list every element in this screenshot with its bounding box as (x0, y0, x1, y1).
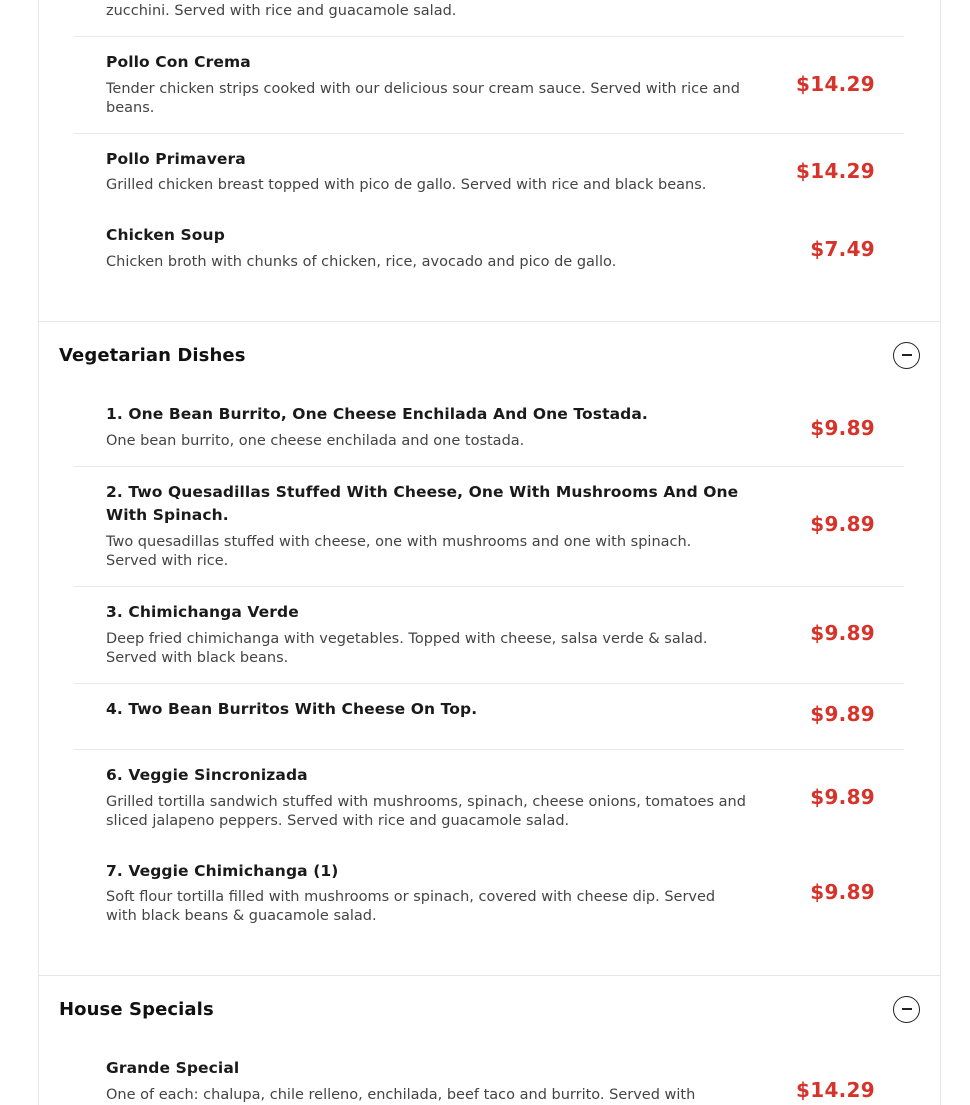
section-header[interactable] (59, 335, 920, 375)
item-name: 6. Veggie Sincronizada (106, 766, 308, 784)
minus-circle-icon[interactable] (893, 996, 920, 1023)
section-header[interactable] (59, 989, 920, 1029)
item-name: 2. Two Quesadillas Stuffed With Cheese, One With Mushrooms And One With Spinach. (106, 483, 739, 524)
item-price: $14.29 (796, 1078, 875, 1102)
item-name: Pollo Con Crema (106, 53, 251, 71)
item-price: $9.89 (810, 702, 875, 726)
item-description: One of each: chalupa, chile relleno, enchilada, beef taco and burrito. Served with (106, 1087, 696, 1103)
item-description: Grilled tortilla sandwich stuffed with mushrooms, spinach, cheese onions, tomatoes and sliced jalapeno peppers. Served with rice and guacamole salad. (106, 794, 746, 829)
menu-item[interactable] (74, 684, 904, 750)
item-name: Pollo Primavera (106, 150, 246, 168)
item-price: $9.89 (810, 621, 875, 645)
item-price: $14.29 (796, 159, 875, 183)
item-name: 4. Two Bean Burritos With Cheese On Top. (106, 700, 478, 718)
section-title: House Specials (59, 998, 214, 1020)
item-description: Two quesadillas stuffed with cheese, one with mushrooms and one with spinach. Served with rice. (106, 534, 692, 569)
menu-item[interactable] (74, 846, 904, 946)
menu-item[interactable] (74, 392, 904, 467)
item-description: Soft flour tortilla filled with mushrooms or spinach, covered with cheese dip. Served with black beans & guacamole salad. (106, 889, 716, 924)
item-price: $9.89 (810, 416, 875, 440)
menu-item[interactable] (74, 37, 904, 134)
item-name: 3. Chimichanga Verde (106, 603, 299, 621)
menu-section-house-specials (38, 975, 941, 1105)
item-description: Tender chicken strips cooked with our delicious sour cream sauce. Served with rice and beans. (106, 81, 740, 116)
item-name: Grande Special (106, 1059, 240, 1077)
item-description: zucchini. Served with rice and guacamole salad. (106, 3, 457, 19)
item-price: $9.89 (810, 880, 875, 904)
menu-section-previous (38, 0, 941, 322)
menu-item[interactable] (74, 467, 904, 587)
menu-item[interactable] (74, 750, 904, 846)
item-price: $9.89 (810, 785, 875, 809)
menu-item[interactable] (74, 212, 904, 292)
item-name: Chicken Soup (106, 226, 225, 244)
menu-item[interactable] (74, 1046, 904, 1105)
item-name: 1. One Bean Burrito, One Cheese Enchilada And One Tostada. (106, 405, 648, 423)
item-description: Deep fried chimichanga with vegetables. Topped with cheese, salsa verde & salad. Served with black beans. (106, 631, 708, 666)
item-price: $9.89 (810, 512, 875, 536)
menu-item[interactable] (74, 587, 904, 684)
minus-circle-icon[interactable] (893, 342, 920, 369)
menu-section-vegetarian (38, 321, 941, 976)
menu-item[interactable] (74, 134, 904, 212)
item-description: Chicken broth with chunks of chicken, rice, avocado and pico de gallo. (106, 254, 617, 270)
item-description: One bean burrito, one cheese enchilada and one tostada. (106, 433, 525, 449)
item-description: Grilled chicken breast topped with pico de gallo. Served with rice and black beans. (106, 177, 707, 193)
section-title: Vegetarian Dishes (59, 344, 246, 366)
menu-item[interactable] (74, 0, 904, 37)
item-price: $14.29 (796, 72, 875, 96)
item-name: 7. Veggie Chimichanga (1) (106, 862, 339, 880)
item-price: $7.49 (810, 237, 875, 261)
